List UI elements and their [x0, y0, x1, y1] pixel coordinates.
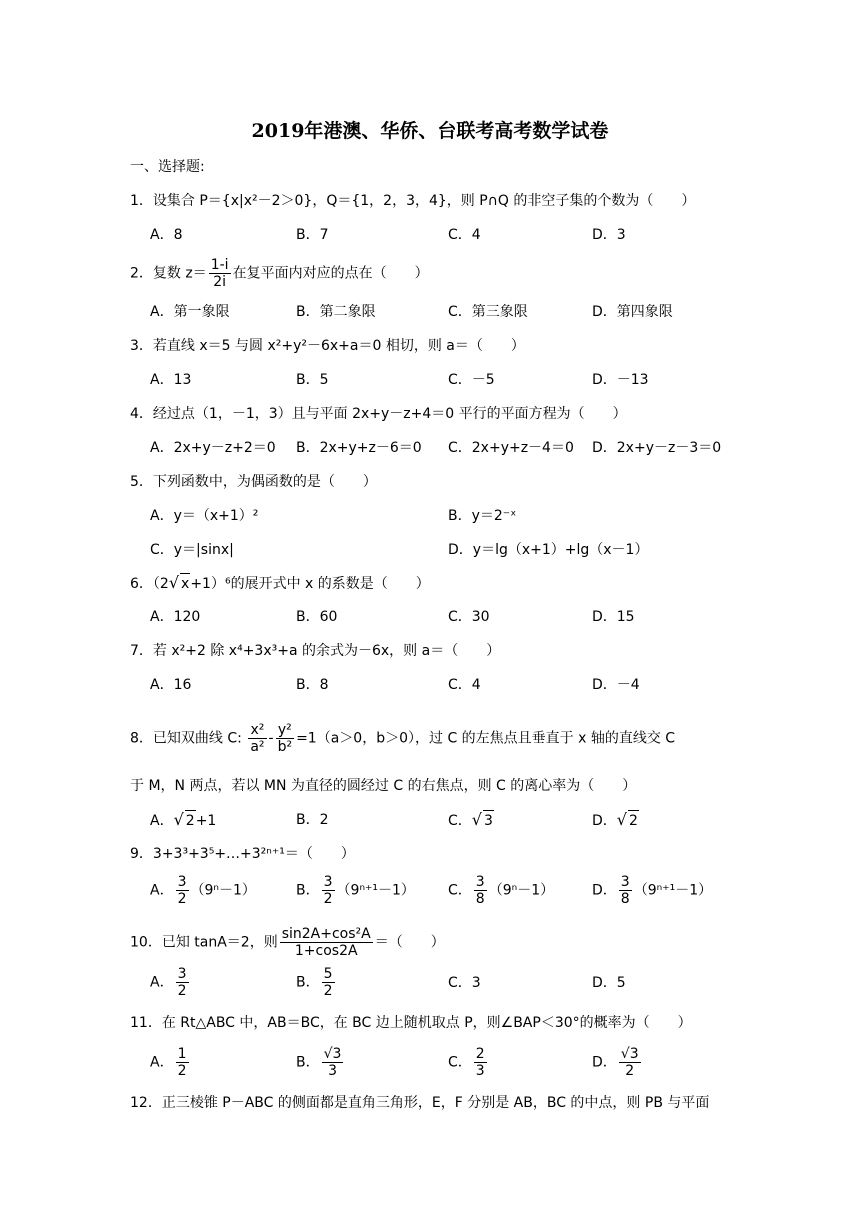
q7-option-c: C．4 — [448, 677, 481, 693]
radical-sign: √ — [471, 810, 482, 829]
q10-fraction — [280, 926, 373, 959]
q11-option-c — [448, 1046, 489, 1079]
exam-title: 2019年港澳、华侨、台联考高考数学试卷 — [251, 120, 609, 142]
q10-frac-denominator: 1+cos2A — [294, 943, 358, 959]
q1-option-d: D．3 — [592, 227, 626, 243]
q9-c-label: C． — [448, 882, 472, 899]
q9-option-a — [150, 874, 256, 907]
q11-c-label: C． — [448, 1054, 472, 1071]
q8-stem-post: =1（a＞0，b＞0），过 C 的左焦点且垂直于 x 轴的直线交 C — [296, 730, 676, 747]
q11-d-fraction — [619, 1046, 641, 1079]
q10-stem-pre: 10．已知 tanA＝2，则 — [130, 934, 278, 951]
q2-stem-post: 在复平面内对应的点在（ ） — [232, 265, 429, 282]
question-10 — [130, 926, 445, 959]
q8-option-a — [150, 810, 216, 831]
q9-a-denominator: 2 — [177, 891, 187, 907]
q5-option-a: A．y＝（x+1）² — [150, 508, 259, 524]
q7-option-b: B．8 — [296, 677, 329, 693]
question-1: 1．设集合 P＝{x|x²－2＞0}，Q＝{1，2，3，4}，则 P∩Q 的非空子集的个数为（ ） — [130, 193, 696, 209]
q2-option-a: A．第一象限 — [150, 304, 230, 320]
q8-option-c — [448, 810, 494, 831]
q10-b-label: B． — [296, 974, 320, 991]
q10-stem-post: ＝（ ） — [374, 934, 445, 951]
q1-option-b: B．7 — [296, 227, 329, 243]
q1-option-c: C．4 — [448, 227, 481, 243]
q11-c-fraction — [474, 1046, 487, 1079]
q8-option-d — [592, 810, 639, 831]
q2-stem-pre: 2．复数 z＝ — [130, 265, 207, 282]
q10-b-numerator: 5 — [323, 966, 333, 982]
q9-d-fraction — [619, 874, 632, 907]
q9-d-label: D． — [592, 882, 617, 899]
q11-c-denominator: 3 — [475, 1063, 485, 1079]
q8-fraction-x — [248, 722, 266, 755]
question-7: 7．若 x²+2 除 x⁴+3x³+a 的余式为－6x，则 a＝（ ） — [130, 643, 501, 659]
q10-option-a — [150, 966, 191, 999]
q11-d-denominator: 2 — [625, 1063, 635, 1079]
q9-a-label: A． — [150, 882, 174, 899]
q9-b-denominator: 2 — [323, 891, 333, 907]
q6-stem-post: +1）⁶的展开式中 x 的系数是（ ） — [190, 576, 430, 592]
question-5: 5．下列函数中，为偶函数的是（ ） — [130, 474, 377, 490]
q6-option-a: A．120 — [150, 609, 201, 625]
q2-option-b: B．第二象限 — [296, 304, 376, 320]
q9-c-denominator: 8 — [475, 891, 485, 907]
q8-c-radicand: 3 — [483, 810, 494, 831]
q7-option-d: D．－4 — [592, 677, 640, 693]
q9-d-denominator: 8 — [620, 891, 630, 907]
q3-option-d: D．－13 — [592, 372, 649, 388]
question-2 — [130, 257, 429, 290]
q7-option-a: A．16 — [150, 677, 192, 693]
q8-a-tail: +1 — [195, 813, 217, 829]
q11-b-numerator: √3 — [323, 1046, 342, 1062]
question-6 — [130, 573, 430, 594]
question-3: 3．若直线 x＝5 与圆 x²+y²－6x+a＝0 相切，则 a＝（ ） — [130, 338, 525, 354]
q11-c-numerator: 2 — [475, 1046, 485, 1062]
q9-a-tail: （9ⁿ－1） — [190, 882, 256, 899]
q10-b-fraction — [322, 966, 335, 999]
q11-option-d — [592, 1046, 643, 1079]
q8-minus: - — [268, 730, 274, 747]
q10-b-denominator: 2 — [323, 983, 333, 999]
radical-sign: √ — [173, 810, 184, 829]
q2-fraction — [209, 257, 231, 290]
q9-d-tail: （9ⁿ⁺¹－1） — [633, 882, 713, 899]
q4-option-d: D．2x+y－z－3＝0 — [592, 440, 722, 456]
section-heading: 一、选择题: — [130, 159, 205, 175]
q4-option-a: A．2x+y－z+2＝0 — [150, 440, 276, 456]
q2-option-c: C．第三象限 — [448, 304, 528, 320]
q8-c-label: C． — [448, 813, 472, 829]
q2-frac-denominator: 2i — [213, 274, 227, 290]
q8-d-radicand: 2 — [628, 810, 639, 831]
question-9: 9．3+3³+3⁵+…+3²ⁿ⁺¹＝（ ） — [130, 846, 355, 862]
q11-b-label: B． — [296, 1054, 320, 1071]
q10-a-label: A． — [150, 974, 174, 991]
q8-f2-numerator: y² — [276, 722, 295, 739]
q11-option-b — [296, 1046, 345, 1079]
q11-d-numerator: √3 — [620, 1046, 639, 1062]
radical-sign: √ — [616, 810, 627, 829]
q10-option-c: C．3 — [448, 975, 481, 991]
q9-d-numerator: 3 — [620, 874, 630, 890]
q9-c-fraction — [474, 874, 487, 907]
q3-option-a: A．13 — [150, 372, 192, 388]
q9-b-numerator: 3 — [323, 874, 333, 890]
q8-a-radicand: 2 — [185, 810, 196, 831]
q9-b-label: B． — [296, 882, 320, 899]
q4-option-c: C．2x+y+z－4＝0 — [448, 440, 574, 456]
q8-fraction-y — [276, 722, 295, 755]
q6-option-d: D．15 — [592, 609, 635, 625]
q9-option-b — [296, 874, 415, 907]
q6-radicand: x — [180, 573, 190, 594]
question-8-line2: 于 M，N 两点，若以 MN 为直径的圆经过 C 的右焦点，则 C 的离心率为（ ） — [130, 778, 637, 794]
q11-a-numerator: 1 — [177, 1046, 187, 1062]
q2-option-d: D．第四象限 — [592, 304, 673, 320]
q9-b-fraction — [322, 874, 335, 907]
q8-stem-pre: 8．已知双曲线 C: — [130, 730, 242, 747]
q9-b-tail: （9ⁿ⁺¹－1） — [336, 882, 415, 899]
q5-option-c: C．y＝|sinx| — [150, 542, 234, 558]
q9-c-tail: （9ⁿ－1） — [488, 882, 555, 899]
radical-sign: √ — [168, 573, 180, 592]
q9-option-c — [448, 874, 554, 907]
question-11: 11．在 Rt△ABC 中，AB＝BC，在 BC 边上随机取点 P，则∠BAP＜30°的概率为（ ） — [130, 1015, 692, 1031]
q3-option-c: C．－5 — [448, 372, 495, 388]
q8-option-b: B．2 — [296, 812, 329, 828]
q6-option-b: B．60 — [296, 609, 338, 625]
q6-stem-pre: 6．（2 — [130, 576, 169, 592]
q8-f1-numerator: x² — [248, 722, 266, 739]
q9-a-fraction — [176, 874, 189, 907]
question-4: 4．经过点（1，－1，3）且与平面 2x+y－z+4＝0 平行的平面方程为（ ） — [130, 406, 627, 422]
q11-a-label: A． — [150, 1054, 174, 1071]
q11-a-denominator: 2 — [177, 1063, 187, 1079]
q10-option-d: D．5 — [592, 975, 626, 991]
question-8 — [130, 722, 675, 755]
q11-b-fraction — [322, 1046, 344, 1079]
q5-option-d: D．y＝lg（x+1）+lg（x－1） — [448, 542, 649, 558]
q10-a-denominator: 2 — [177, 983, 187, 999]
q9-c-numerator: 3 — [475, 874, 485, 890]
q8-a-label: A． — [150, 813, 174, 829]
q10-option-b — [296, 966, 337, 999]
q8-f1-denominator: a² — [250, 739, 265, 755]
q11-a-fraction — [176, 1046, 189, 1079]
q10-frac-numerator: sin2A+cos²A — [281, 926, 371, 942]
q8-d-label: D． — [592, 813, 617, 829]
q10-a-fraction — [176, 966, 189, 999]
q9-a-numerator: 3 — [177, 874, 187, 890]
q1-option-a: A．8 — [150, 227, 183, 243]
q8-f2-denominator: b² — [277, 739, 293, 755]
q3-option-b: B．5 — [296, 372, 329, 388]
q11-b-denominator: 3 — [328, 1063, 337, 1079]
q6-option-c: C．30 — [448, 609, 490, 625]
q10-a-numerator: 3 — [177, 966, 187, 982]
q9-option-d — [592, 874, 712, 907]
q11-d-label: D． — [592, 1054, 617, 1071]
question-12: 12．正三棱锥 P－ABC 的侧面都是直角三角形，E，F 分别是 AB，BC 的中点，则 PB 与平面 — [130, 1095, 710, 1111]
q11-option-a — [150, 1046, 191, 1079]
q2-frac-numerator: 1-i — [210, 257, 229, 273]
q4-option-b: B．2x+y+z－6＝0 — [296, 440, 422, 456]
q5-option-b: B．y＝2⁻ˣ — [448, 508, 517, 524]
